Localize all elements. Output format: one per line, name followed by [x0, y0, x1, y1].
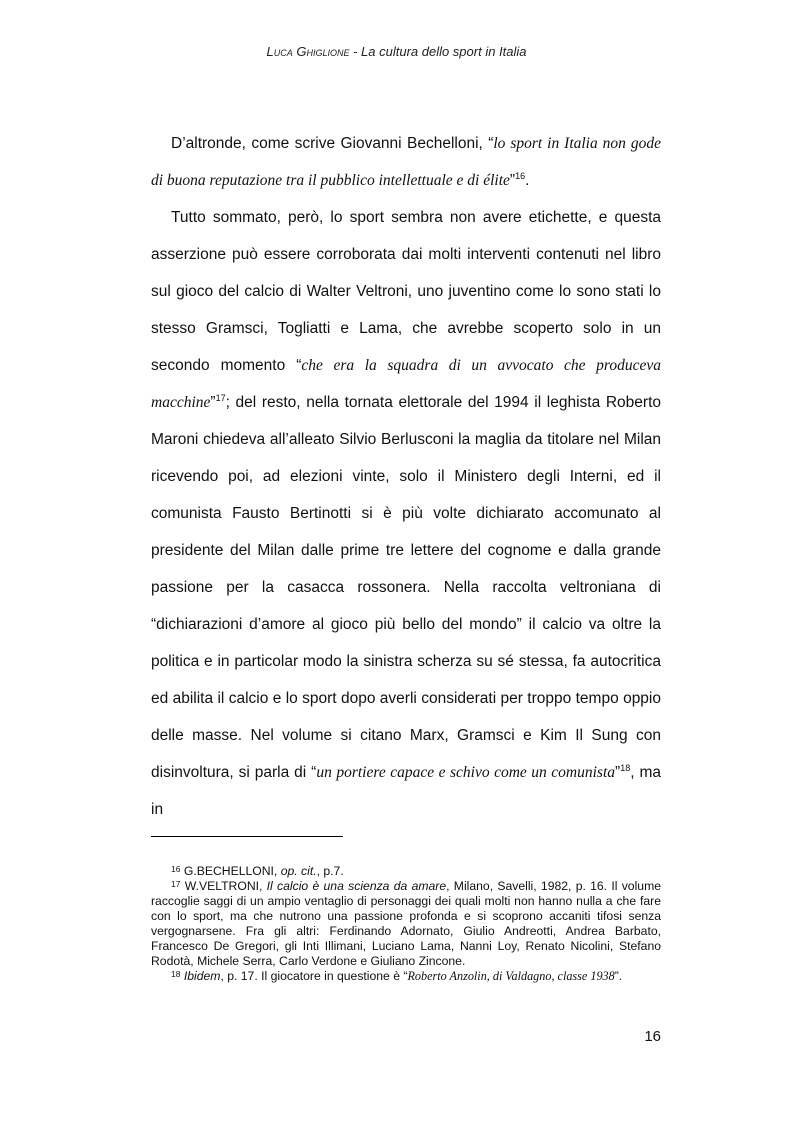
header-separator: - [349, 44, 362, 59]
paragraph-2 [151, 199, 661, 828]
footnote-16-number: 16 [171, 864, 181, 874]
footnote-17-text: W.VELTRONI, [180, 879, 267, 893]
page-number: 16 [644, 1028, 661, 1045]
paragraph-2-text-continued: ; del resto, nella tornata elettorale del 1994 il leghista Roberto Maroni chiedeva all’alleato Silvio Berlusconi la maglia da titolare nel Milan ricevendo poi, ad elezioni vinte, solo il Ministero degli Interni, ed il comunista Fausto Bertinotti si è più volte dichiarato accomunato al presidente del Milan dalle prime tre lettere del cognome e dalla grande passione per la casacca rossonera. Nella raccolta veltroniana di “dichiarazioni d’amore al gioco più bello del mondo” il calcio va oltre la politica e in particolar modo la sinistra scherza su sé stessa, fa autocritica ed abilita il calcio e lo sport dopo averli considerati per troppo tempo oppio delle masse. Nel volume si citano Marx, Gramsci e Kim Il Sung con disinvoltura, si parla di “ [151, 394, 661, 781]
paragraph-2-end: , ma in [151, 764, 661, 818]
closing-quote-mark: ” [615, 764, 621, 781]
running-header [0, 44, 793, 59]
main-text [151, 125, 661, 828]
footnote-18-number: 18 [171, 969, 181, 979]
footnote-17-number: 17 [171, 879, 181, 889]
header-author-last: Ghiglione [296, 44, 350, 59]
paragraph-1 [151, 125, 661, 199]
footnote-16 [151, 864, 661, 879]
footnote-16-italic: op. cit. [280, 864, 317, 878]
header-author-first: Luca [266, 44, 293, 59]
footnote-ref-17: 17 [215, 393, 226, 403]
footnote-ref-18: 18 [620, 763, 631, 773]
paragraph-1-end: . [525, 172, 530, 189]
footnote-18-quote: Roberto Anzolin, di Valdagno, classe 1938 [407, 969, 615, 983]
footnote-17-end: , Milano, Savelli, 1982, p. 16. Il volume raccoglie saggi di un ampio ventaglio di personaggi dei quali molti non hanno nulla a che fare con lo sport, ma che nutrono una passione profonda e si scoprono accaniti tifosi senza vergognarsene. Fra gli altri: Ferdinando Adornato, Giulio Andreotti, Andrea Barbato, Francesco De Gregori, gli Inti Illimani, Luciano Lama, Nanni Loy, Renato Nicolini, Stefano Rodotà, Michele Serra, Carlo Verdone e Giuliano Zincone. [151, 879, 662, 968]
footnote-17-book-title: Il calcio è una scienza da amare [266, 879, 447, 893]
footnote-18 [151, 969, 661, 984]
closing-quote-mark: ” [509, 172, 516, 189]
footnote-16-end: , p.7. [316, 864, 344, 878]
footnote-17 [151, 879, 661, 969]
quote-squadra-avvocato: che era la squadra di un avvocato che produceva macchine [151, 357, 661, 411]
header-title: La cultura dello sport in Italia [361, 44, 527, 59]
quote-bechelloni: lo sport in Italia non gode di buona reputazione tra il pubblico intellettuale e di élite [151, 135, 661, 189]
footnote-16-text: G.BECHELLONI, [180, 864, 281, 878]
footnote-separator [151, 836, 343, 837]
footnote-18-text: , p. 17. Il giocatore in questione è “ [220, 969, 408, 983]
footnote-ref-16: 16 [515, 171, 526, 181]
footnote-18-italic: Ibidem [183, 969, 221, 983]
paragraph-2-text: Tutto sommato, però, lo sport sembra non avere etichette, e questa asserzione può essere corroborata dai molti interventi contenuti nel libro sul gioco del calcio di Walter Veltroni, uno juventino come lo sono stati lo stesso Gramsci, Togliatti e Lama, che avrebbe scoperto solo in un secondo momento “ [151, 209, 661, 374]
closing-quote-mark: ” [210, 394, 216, 411]
footnote-18-end: ”. [614, 969, 623, 983]
paragraph-1-text: D’altronde, come scrive Giovanni Bechelloni, “ [171, 135, 494, 152]
footnotes [151, 864, 661, 984]
quote-portiere: un portiere capace e schivo come un comunista [316, 764, 616, 781]
